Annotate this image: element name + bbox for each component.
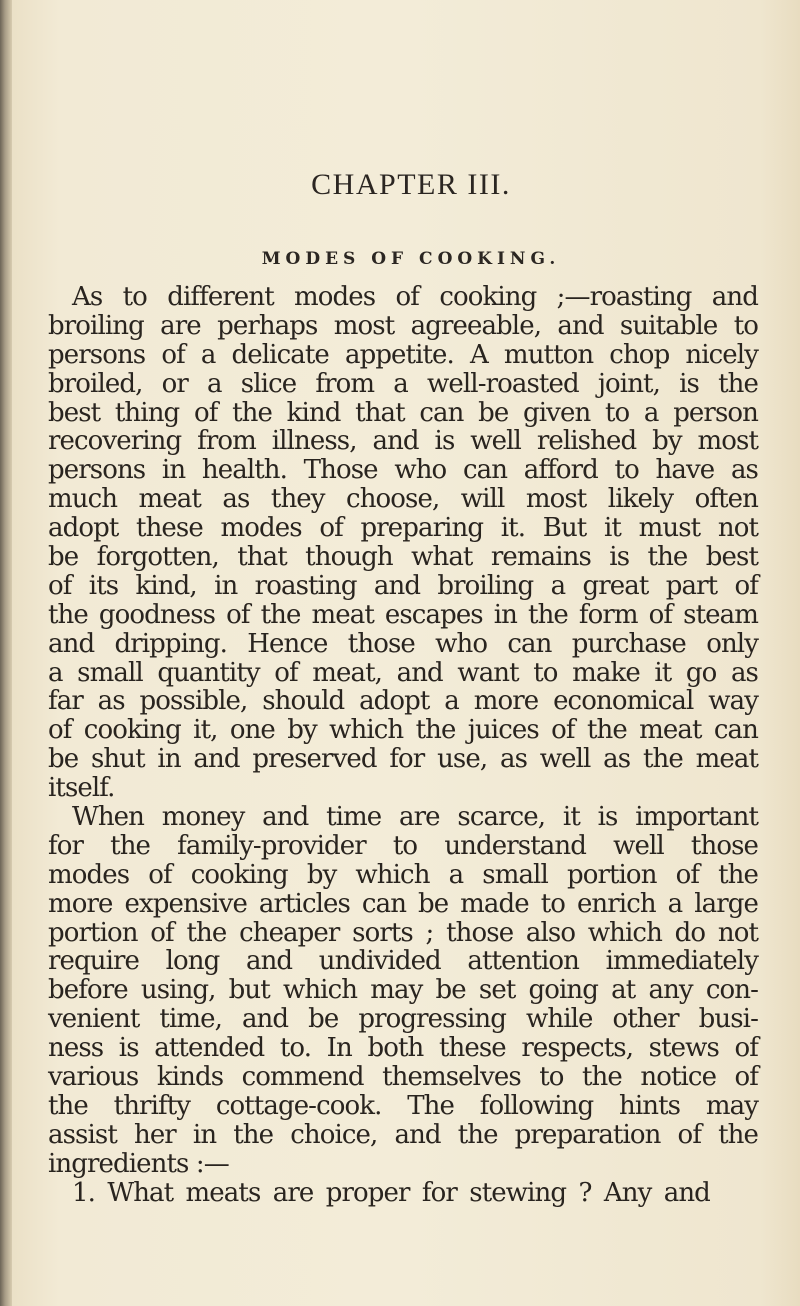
text-line: the goodness of the meat escapes in the form of steam — [48, 599, 758, 630]
text-line: persons of a delicate appetite. A mutton chop nicely — [48, 339, 758, 370]
paragraph — [48, 1179, 758, 1208]
text-line: the thrifty cottage-cook. The following hints may — [48, 1090, 758, 1121]
text-line: a small quantity of meat, and want to make it go as — [48, 657, 758, 688]
text-line: of its kind, in roasting and broiling a great part of — [48, 570, 758, 601]
text-line: require long and undivided attention immediately — [48, 946, 758, 977]
text-line: before using, but which may be set going at any con- — [48, 975, 758, 1006]
paragraph — [48, 283, 758, 803]
paragraph — [48, 803, 758, 1179]
section-title: MODES OF COOKING. — [261, 249, 561, 269]
text-line: be shut in and preserved for use, as well as the meat — [48, 744, 758, 775]
text-line: recovering from illness, and is well relished by most — [48, 426, 758, 457]
text-line: venient time, and be progressing while other busi- — [48, 1004, 758, 1035]
text-line: As to different modes of cooking ;—roasting and — [72, 282, 758, 312]
text-line: persons in health. Those who can afford to have as — [48, 455, 758, 486]
text-line: When money and time are scarce, it is important — [72, 802, 758, 833]
text-line: be forgotten, that though what remains is the best — [48, 542, 758, 573]
text-line: much meat as they choose, will most likely often — [48, 484, 758, 515]
text-line: ness is attended to. In both these respects, stews of — [48, 1033, 758, 1064]
text-line: ingredients :— — [48, 1148, 229, 1179]
text-line: more expensive articles can be made to enrich a large — [48, 888, 758, 919]
body-text — [48, 283, 758, 1208]
text-line: far as possible, should adopt a more economical way — [48, 686, 758, 717]
text-line: broiling are perhaps most agreeable, and suitable to — [48, 310, 758, 341]
text-line: for the family-provider to understand well those — [48, 830, 758, 861]
text-line: modes of cooking by which a small portion of the — [48, 859, 758, 890]
text-line: best thing of the kind that can be given to a person — [48, 397, 758, 428]
text-line: 1. What meats are proper for stewing ? Any and — [72, 1177, 710, 1208]
text-line: assist her in the choice, and the preparation of the — [48, 1119, 758, 1150]
text-line: itself. — [48, 773, 115, 804]
text-line: portion of the cheaper sorts ; those also which do not — [48, 917, 758, 948]
text-line: of cooking it, one by which the juices of the meat can — [48, 715, 758, 746]
text-line: and dripping. Hence those who can purchase only — [48, 628, 758, 659]
text-line: adopt these modes of preparing it. But it must not — [48, 513, 758, 544]
chapter-title: CHAPTER III. — [311, 168, 511, 201]
text-line: broiled, or a slice from a well-roasted joint, is the — [48, 368, 758, 399]
text-line: various kinds commend themselves to the notice of — [48, 1062, 758, 1093]
